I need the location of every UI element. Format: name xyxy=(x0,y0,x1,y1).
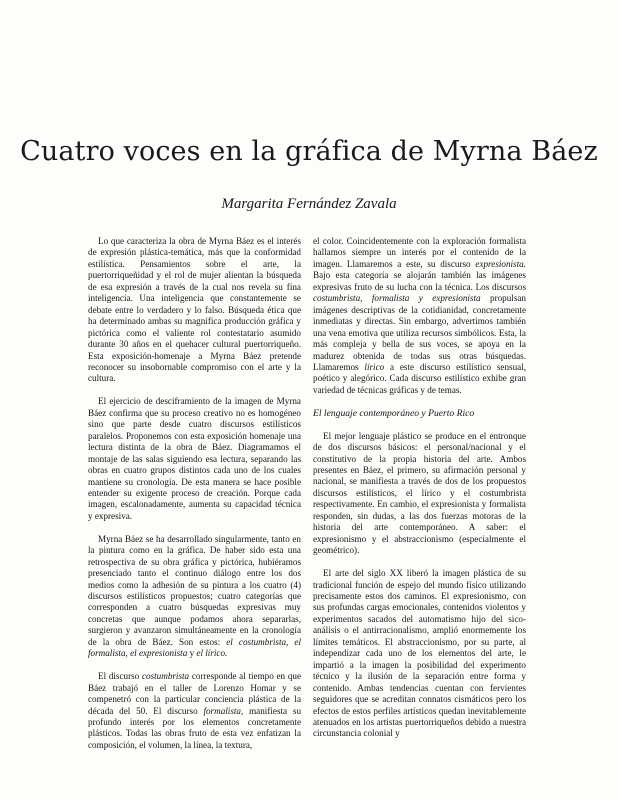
section-heading: El lenguaje contemporáneo y Puerto Rico xyxy=(313,407,475,419)
paragraph-expresionista xyxy=(313,236,526,396)
emphasis-text: costumbrista xyxy=(141,671,190,682)
paragraph-text: Bajo esta categoría se alojarán también las imágenes expresivas fruto de su lucha con la técnica. Los discursos xyxy=(313,270,526,292)
paragraph-deciphering: El ejercicio de desciframiento de la imagen de Myrna Báez confirma que su proceso creativo no es homogéneo sino que parte desde cuatro discursos estilísticos paralelos. Proponemos con esta exposición homenaje una lectura distinta de la obra de Báez. Diagramamos el montaje de las salas siguiendo esa lectura, separando las obras en cuatro grupos distintos cada uno de los cuales mantiene su cronología. De esta manera se hace posible entender su exigente proceso de creación. Porque cada imagen, escalonadamente, aumenta su capacidad técnica y expresiva. xyxy=(88,396,301,521)
paragraph-text: a este discurso estilístico sensual, poético y alegórico. Cada discurso estilístico exhibe gran variedad de técnicas gráficas y de temas. xyxy=(313,361,527,395)
emphasis-text: expresionista. xyxy=(475,258,526,269)
article-author: Margarita Fernández Zavala xyxy=(221,196,397,212)
paragraph-text: corresponde al tiempo en que Báez trabajó en el taller de Lorenzo Homar y se compenetró con la particular conciencia plástica de la década del 50. El discurso xyxy=(88,671,302,716)
paragraph-text: propulsan imágenes descriptivas de la cotidianidad, concretamente inmediatas y directas. Sin embargo, advertimos también una vena emotiva que utiliza recursos simbólicos. Esta, la más compleja y bella de sus voces, se apoya en la madurez obtenida de todas sus otras búsquedas. Llamaremos xyxy=(313,293,526,372)
paragraph-intro: Lo que caracteriza la obra de Myrna Báez es el interés de expresión plástica-temática, más que la conformidad estilística. Pensamientos sobre el arte, la puertorriqueñidad y el rol de mujer alientan la búsqueda de esa expresión a través de la cual nos revela su fina inteligencia. Una inteligencia que constantemente se debate entre lo verdadero y lo falso. Búsqueda ética que ha determinado ambas su magnífica producción gráfica y pictórica como el valiente rol contestatario asumido durante 30 años en el quehacer cultural puertorriqueño. Esta exposición-homenaje a Myrna Báez pretende reconocer su insobornable compromiso con el arte y la cultura. xyxy=(88,236,301,384)
paragraph-text: el color. Coincidentemente con la exploración formalista hallamos siempre un interés por el contenido de la imagen. Llamaremos a este, su discurso xyxy=(313,236,526,269)
right-column xyxy=(313,236,526,740)
paragraph-text: El discurso xyxy=(98,671,140,682)
paragraph-siglo-xx: El arte del siglo XX liberó la imagen plástica de su tradicional función de espejo del mundo físico utilizando precisamente estos dos caminos. El expresionismo, con sus profundas cargas emocionales, contenidos violentos y experimentos sacados del automatismo hijo del sico-análisis o el antirracionalismo, amplió enormemente los límites temáticos. El abstraccionismo, por su parte, al independizar cada uno de los elementos del arte, le impartió a la imagen la posibilidad del experimento técnico y la ilusión de la separación entre forma y contenido. Ambas tendencias cuentan con fervientes seguidores que se acreditan connatos cismáticos pero los efectos de estos perfiles artísticos quedan inevitablemente atenuados en los artistas puertorriqueños debido a nuestra circunstancia colonial y xyxy=(313,568,526,739)
paragraph-text: Myrna Báez se ha desarrollado singularmente, tanto en la pintura como en la gráfica. De haber sido esta una retrospectiva de su obra gráfica y pictórica, hubiéramos presenciado tanto el continuo diálogo entre los dos medios como la adhesión de su pintura a los cuatro (4) discursos estilísticos propuestos; cuatro categorías que corresponden a cuatro búsquedas expresivas muy concretas que aunque podamos ahora separarlas, surgieron y avanzaron simultáneamente en la cronología de la obra de Báez. Son estos: xyxy=(88,533,301,647)
paragraph-lenguaje: El mejor lenguaje plástico se produce en el entronque de dos discursos básicos: el personal/nacional y el constitutivo de la propia historia del arte. Ambos presentes en Báez, el primero, su afirmación personal y nacional, se manifiesta a través de dos de los propuestos discursos estilísticos, el lírico y el costumbrista respectivamente. En cambio, el expresionista y formalista responden, sin dudas, a las dos fuerzas motoras de la historia del arte contemporáneo. A saber: el expresionismo y el abstraccionismo (especialmente el geométrico). xyxy=(313,430,526,556)
left-column xyxy=(88,236,301,751)
paragraph-costumbrista xyxy=(88,671,301,751)
paragraph-development xyxy=(88,534,301,660)
emphasis-text: el costumbrista, el formalista, el expresionista xyxy=(88,636,302,659)
article-title: Cuatro voces en la gráfica de Myrna Báez xyxy=(20,136,598,167)
emphasis-text: lírico xyxy=(364,361,385,372)
paragraph-text: y xyxy=(189,648,195,659)
emphasis-text: formalista, xyxy=(203,705,244,716)
paragraph-text: manifiesta su profundo interés por los elementos concretamente plásticos. Todas las obras fruto de esta vez enfatizan la composición, el volumen, la línea, la textura, xyxy=(88,705,302,750)
emphasis-text: costumbrista, formalista y expresionista xyxy=(313,293,481,304)
emphasis-text: el lírico. xyxy=(196,648,228,659)
